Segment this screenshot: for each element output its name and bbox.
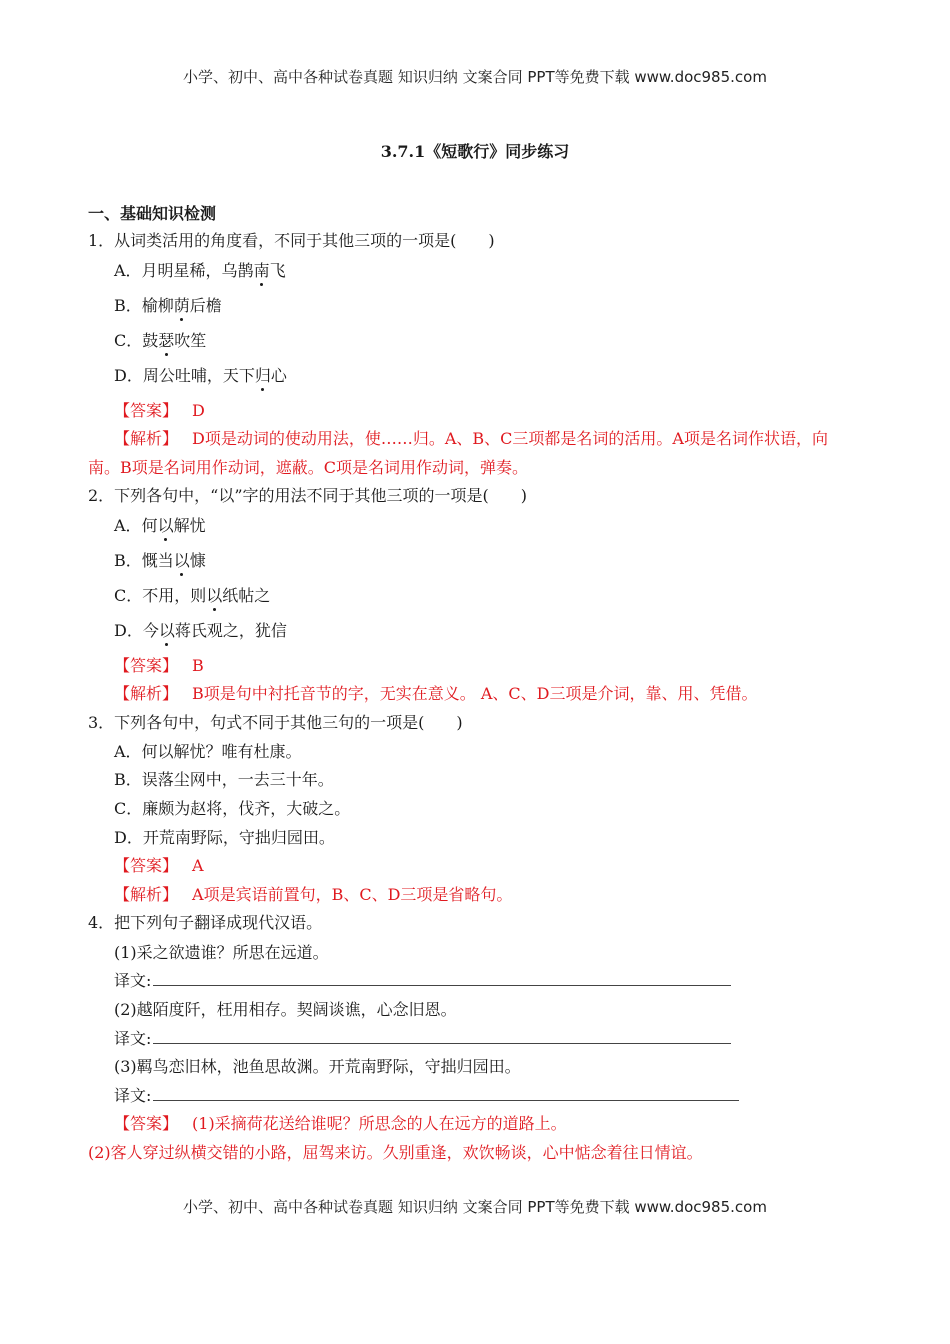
answer-blank-line xyxy=(153,971,731,986)
q3-answer-value: A xyxy=(192,856,204,875)
q2-stem: 2．下列各句中，“以”字的用法不同于其他三项的一项是( ) xyxy=(88,486,528,505)
q4-sentence-2: (2)越陌度阡，枉用相存。契阔谈谯，心念旧恩。 xyxy=(114,1000,457,1019)
q3-option-d: D．开荒南野际，守拙归园田。 xyxy=(114,828,335,847)
q2-option-a xyxy=(114,513,206,536)
q2-option-b-rest: 慷 xyxy=(189,551,206,570)
q2-option-a-rest: 解忧 xyxy=(173,516,206,535)
q3-answer xyxy=(114,853,204,876)
q1-option-d xyxy=(114,363,287,386)
q1-option-b-dotted: 荫 xyxy=(174,293,190,316)
q2-analysis xyxy=(114,681,758,704)
q1-option-d-text: D．周公吐哺，天下 xyxy=(114,366,255,385)
q3-option-b: B．误落尘网中，一去三十年。 xyxy=(114,770,334,789)
q2-option-c xyxy=(114,583,270,606)
q2-option-a-dotted: 以 xyxy=(158,513,174,536)
q4-answer-line1: (1)采摘荷花送给谁呢？所思念的人在远方的道路上。 xyxy=(192,1114,567,1133)
answer-label: 【答案】 xyxy=(114,656,179,675)
q1-option-d-dotted: 归 xyxy=(255,363,271,386)
q3-option-a: A．何以解忧？唯有杜康。 xyxy=(114,742,302,761)
q3-analysis-text: A项是宾语前置句，B、C、D三项是省略句。 xyxy=(192,885,513,904)
q2-option-a-text: A．何 xyxy=(114,516,158,535)
q4-translation-2 xyxy=(114,1026,731,1049)
answer-label: 【答案】 xyxy=(114,401,179,420)
q3-option-c: C．廉颇为赵将，伐齐，大破之。 xyxy=(114,799,351,818)
q4-stem: 4．把下列句子翻译成现代汉语。 xyxy=(88,913,323,932)
q1-answer xyxy=(114,398,205,421)
q1-analysis xyxy=(114,426,828,449)
q2-option-d-rest: 蒋氏观之，犹信 xyxy=(174,621,287,640)
q1-analysis-line2: 南。B项是名词用作动词，遮蔽。C项是名词用作动词，弹奏。 xyxy=(88,458,529,477)
q2-option-d-dotted: 以 xyxy=(159,618,175,641)
q2-analysis-text: B项是句中衬托音节的字，无实在意义。 A、C、D三项是介词，靠、用、凭借。 xyxy=(192,684,758,703)
q2-option-c-text: C．不用，则 xyxy=(114,586,207,605)
q4-sentence-1: (1)采之欲遗谁？所思在远道。 xyxy=(114,943,329,962)
page-header: 小学、初中、高中各种试卷真题 知识归纳 文案合同 PPT等免费下载 www.doc985.com xyxy=(183,68,767,86)
q1-option-b-text: B．榆柳 xyxy=(114,296,174,315)
q4-translation-3 xyxy=(114,1083,739,1106)
q1-option-c xyxy=(114,328,206,351)
translation-label: 译文: xyxy=(114,1029,152,1048)
q2-answer-value: B xyxy=(192,656,204,675)
analysis-label: 【解析】 xyxy=(114,429,179,448)
q4-sentence-3: (3)羁鸟恋旧林，池鱼思故渊。开荒南野际，守拙归园田。 xyxy=(114,1057,521,1076)
translation-label: 译文: xyxy=(114,971,152,990)
q2-option-c-dotted: 以 xyxy=(206,583,222,606)
q2-option-b-dotted: 以 xyxy=(174,548,190,571)
answer-blank-line xyxy=(153,1029,731,1044)
q1-option-a-dotted: 南 xyxy=(254,258,270,281)
answer-label: 【答案】 xyxy=(114,856,179,875)
q1-option-b xyxy=(114,293,222,316)
answer-blank-line xyxy=(153,1086,739,1101)
q1-option-c-text: C．鼓 xyxy=(114,331,159,350)
q2-option-b-text: B．慨当 xyxy=(114,551,174,570)
q1-option-a-text: A．月明星稀，乌鹊 xyxy=(114,261,254,280)
q3-stem: 3．下列各句中，句式不同于其他三句的一项是( ) xyxy=(88,713,463,732)
analysis-label: 【解析】 xyxy=(114,684,179,703)
q1-option-c-dotted: 瑟 xyxy=(158,328,174,351)
q1-option-c-rest: 吹笙 xyxy=(174,331,207,350)
q1-stem: 1．从词类活用的角度看，不同于其他三项的一项是( ) xyxy=(88,231,495,250)
q2-option-d xyxy=(114,618,287,641)
q1-answer-value: D xyxy=(192,401,205,420)
q2-option-b xyxy=(114,548,206,571)
section-heading: 一、基础知识检测 xyxy=(88,204,217,223)
q3-analysis xyxy=(114,882,512,905)
document-title: 3.7.1《短歌行》同步练习 xyxy=(380,142,570,161)
q1-analysis-line1: D项是动词的使动用法，使……归。A、B、C三项都是名词的活用。A项是名词作状语，向 xyxy=(192,429,828,448)
q4-answer xyxy=(114,1111,567,1134)
answer-label: 【答案】 xyxy=(114,1114,179,1133)
q2-option-c-rest: 纸帖之 xyxy=(222,586,271,605)
q4-answer-line2: (2)客人穿过纵横交错的小路，屈驾来访。久别重逢，欢饮畅谈，心中惦念着往日情谊。 xyxy=(88,1143,703,1162)
analysis-label: 【解析】 xyxy=(114,885,179,904)
q1-option-a-rest: 飞 xyxy=(269,261,286,280)
q1-option-d-rest: 心 xyxy=(270,366,287,385)
page-footer: 小学、初中、高中各种试卷真题 知识归纳 文案合同 PPT等免费下载 www.doc985.com xyxy=(183,1198,767,1216)
q1-option-b-rest: 后檐 xyxy=(189,296,222,315)
q2-option-d-text: D．今 xyxy=(114,621,159,640)
translation-label: 译文: xyxy=(114,1086,152,1105)
q2-answer xyxy=(114,653,204,676)
q1-option-a xyxy=(114,258,286,281)
q4-translation-1 xyxy=(114,968,731,991)
